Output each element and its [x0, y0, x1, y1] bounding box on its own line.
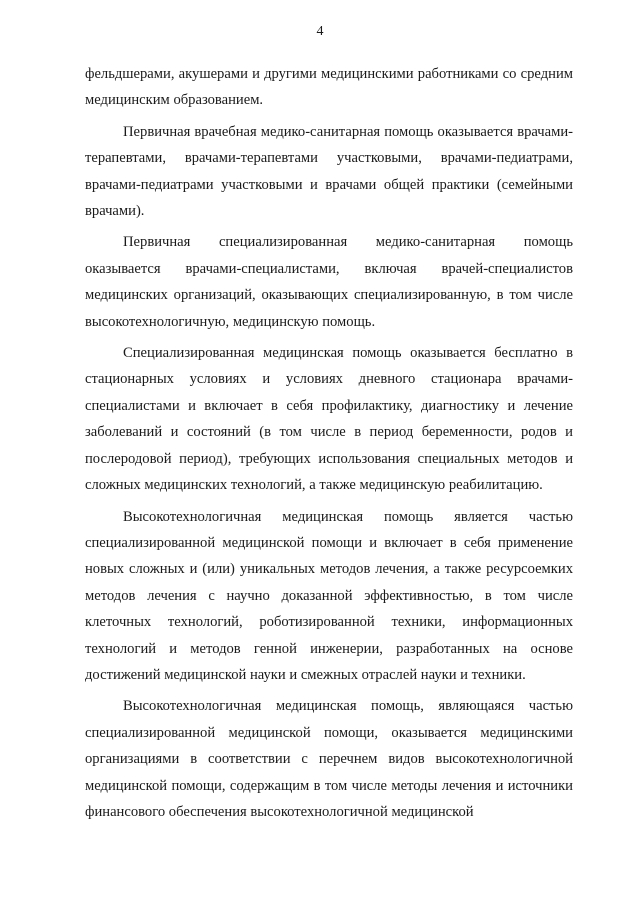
- page-number: 4: [316, 24, 324, 39]
- paragraph-continuation: фельдшерами, акушерами и другими медицинскими работниками со средним медицинским образованием.: [85, 66, 573, 109]
- paragraph-high-tech-care-definition: Высокотехнологичная медицинская помощь является частью специализированной медицинской помощи и включает в себя применение новых сложных и (или) уникальных методов лечения, а также ресурсоемких методов лечения с научно доказанной эффективностью, в том числе клеточных технологий, роботизированной техники, информационных технологий и методов генной инженерии, разработанных на основе достижений медицинской науки и смежных отраслей науки и техники.: [85, 508, 573, 683]
- paragraph-primary-physician-care: Первичная врачебная медико-санитарная помощь оказывается врачами-терапевтами, врачами-терапевтами участковыми, врачами-педиатрами, врачами-педиатрами участковыми и врачами общей практики (семейными врачами).: [85, 123, 573, 220]
- document-body: [85, 61, 573, 830]
- paragraph-specialized-care: Специализированная медицинская помощь оказывается бесплатно в стационарных условиях и условиях дневного стационара врачами-специалистами и включает в себя профилактику, диагностику и лечение заболеваний и состояний (в том числе в период беременности, родов и послеродовой период), требующих использования специальных методов и сложных медицинских технологий, а также медицинскую реабилитацию.: [85, 345, 573, 494]
- paragraph-high-tech-care-provision: Высокотехнологичная медицинская помощь, являющаяся частью специализированной медицинской помощи, оказывается медицинскими организациями в соответствии с перечнем видов высокотехнологичной медицинской помощи, содержащим в том числе методы лечения и источники финансового обеспечения высокотехнологичной медицинской: [85, 698, 573, 820]
- paragraph-primary-specialized-care: Первичная специализированная медико-санитарная помощь оказывается врачами-специалистами, включая врачей-специалистов медицинских организаций, оказывающих специализированную, в том числе высокотехнологичную, медицинскую помощь.: [85, 234, 573, 330]
